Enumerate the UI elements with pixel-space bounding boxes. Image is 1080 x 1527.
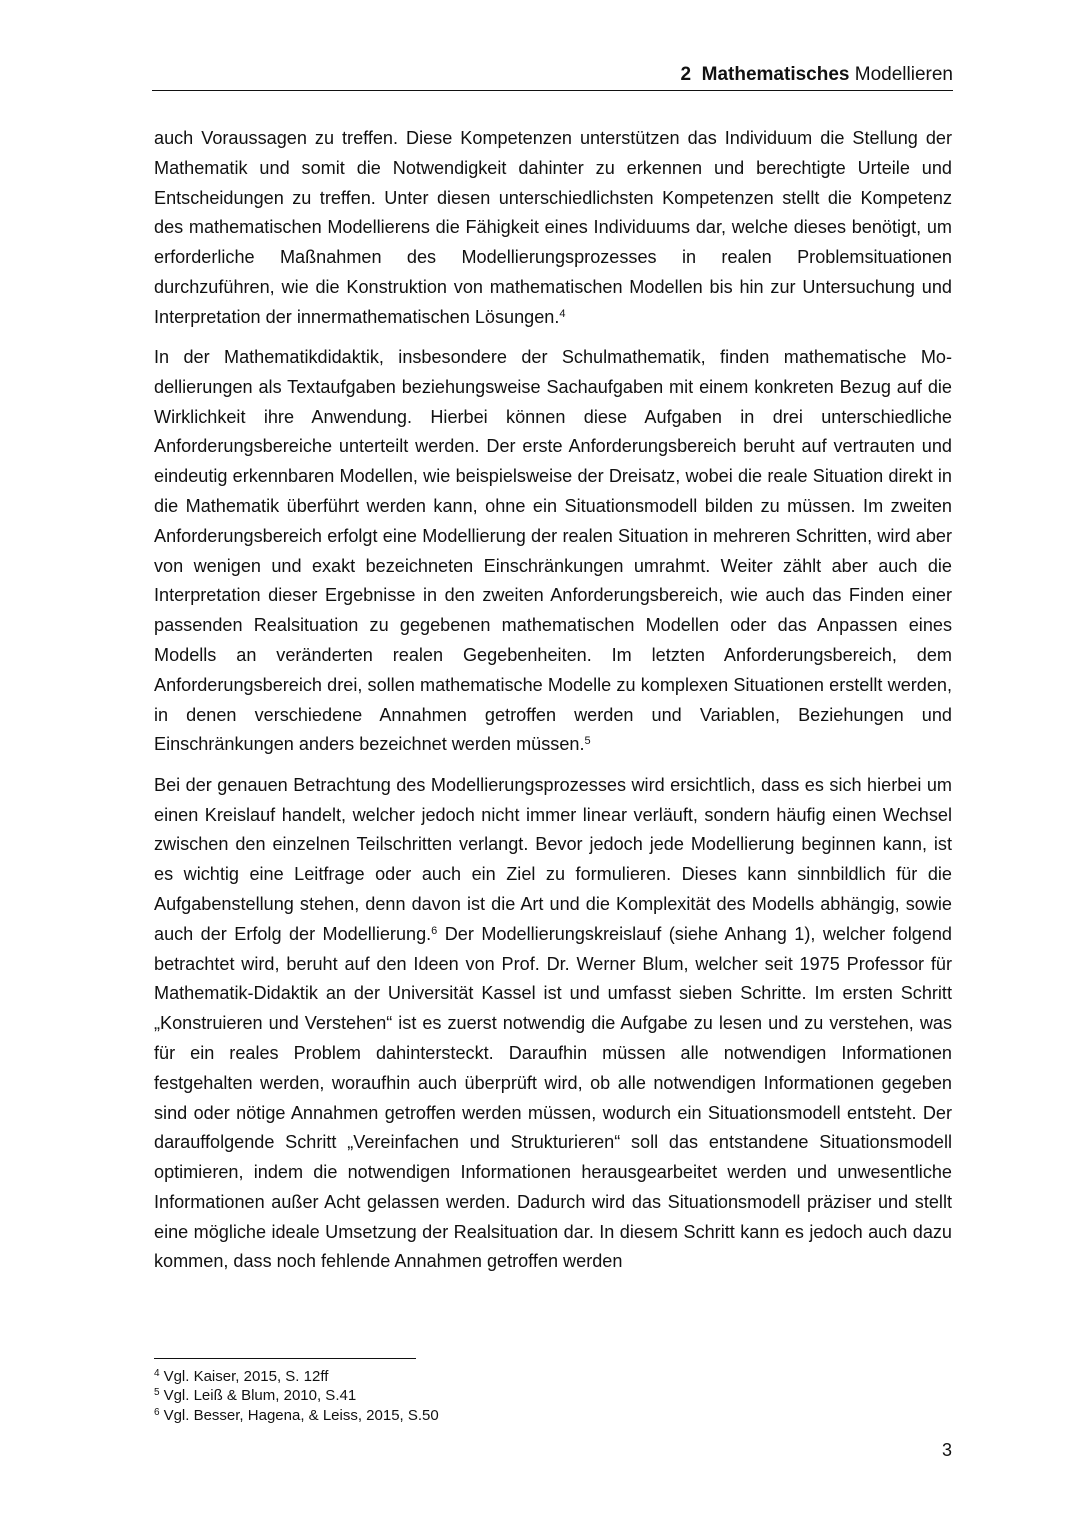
paragraph-2 [154,343,952,760]
footnote-item [154,1406,754,1425]
footnote-text: Vgl. Besser, Hagena, & Leiss, 2015, S.50 [163,1406,439,1424]
footnote-number: 5 [154,1387,160,1399]
chapter-number: 2 [680,64,692,85]
footnote-separator [154,1358,416,1359]
footnote-ref-4: 4 [559,307,566,320]
running-header [152,62,953,91]
footnote-number: 4 [154,1368,160,1379]
paragraph-1 [154,124,952,333]
footnote-text: Vgl. Leiß & Blum, 2010, S.41 [163,1387,357,1405]
paragraph-3-text-a: Bei der genauen Betrachtung des Modellierungsprozesses wird ersichtlich, dass es sich hierbei um einen Kreislauf handelt, welcher jedoch nicht immer linear verläuft, sondern häufig einen Wechsel zwischen den einzelnen Teilschritten verlangt. Bevor jedoch jede Modellierung beginnen kann, ist es wichtig eine Leitfrage oder auch ein Ziel zu formulieren. Dieses kann sinnbildlich für die Aufgabenstellung stehen, denn davon ist die Art und die Komplexität des Modells abhängig, sowie auch der Erfolg der Modellierung. [154,774,952,944]
paragraph-1-text: auch Voraussagen zu treffen. Diese Kompetenzen unterstützen das Individuum die Stellung der Mathematik und somit die Notwendigkeit dahinter zu erkennen und berechtigte Urteile und Entscheidungen zu treffen. Unter diesen unterschiedlichsten Kompetenzen stellt die Kompetenz des mathematischen Modellierens die Fähigkeit eines Individuums dar, welche dieses benötigt, um erforderliche Maßnahmen des Modellierungsprozesses in realen Problemsituationen durchzuführen, wie die Konstruktion von mathematischen Modellen bis hin zur Untersuchung und Interpretation der innermathematischen Lösungen. [154,128,952,327]
footnote-ref-6: 6 [431,924,438,937]
footnote-number: 6 [154,1406,160,1418]
paragraph-2-text: In der Mathematikdidaktik, insbesondere der Schulmathematik, finden mathematische Modellierungen als Textaufgaben beziehungsweise Sachaufgaben mit einem konkreten Bezug auf die Wirklichkeit ihre Anwendung. Hierbei können diese Aufgaben in drei unterschiedliche Anforderungsbereiche unterteilt werden. Der erste Anforderungsbereich beruht auf vertrauten und eindeutig erkennbaren Modellen, wie beispielsweise der Dreisatz, wobei die reale Situation direkt in die Mathematik überführt werden kann, ohne ein Situationsmodell bilden zu müssen. Im zweiten Anforderungsbereich erfolgt eine Modellierung der realen Situation in mehreren Schritten, wird aber von wenigen und exakt bezeichneten Einschränkungen umrahmt. Weiter zählt aber auch die Interpretation dieser Ergebnisse in den zweiten Anforderungsbereich, wie auch das Finden einer passenden Realsituation zu gegebenen mathematischen Modellen oder das Anpassen eines Modells an veränderten realen Gegebenheiten. Im letzten Anforderungsbereich, dem Anforderungsbereich drei, sollen mathematische Modelle zu komplexen Situationen erstellt werden, in denen verschiedene Annahmen getroffen werden und Variablen, Beziehungen und Einschränkungen anders bezeichnet werden müssen. [154,347,952,755]
body-text [154,124,952,1288]
footnote-item [154,1386,754,1405]
footnote-ref-5: 5 [584,735,591,748]
footnotes [154,1367,754,1425]
chapter-title-bold: Mathematisches [701,64,850,85]
paragraph-3 [154,771,952,1278]
footnote-item [154,1367,754,1386]
chapter-title-rest: Modellieren [854,64,953,85]
paragraph-3-text-b: Der Modellierungskreislauf (siehe Anhang 1), welcher folgend betrachtet wird, beruht auf den Ideen von Prof. Dr. Werner Blum, welcher seit 1975 Professor für Mathematik-Didaktik an der Universität Kassel ist und umfasst sieben Schritte. Im ersten Schritt „Konstruieren und Verstehen“ ist es zuerst notwendig die Aufgabe zu lesen und zu verstehen, was für ein reales Problem dahintersteckt. Daraufhin müssen alle notwendigen Informationen festgehalten werden, woraufhin auch überprüft wird, ob alle notwendigen Informationen gegeben sind oder nötige Annahmen getroffen werden müssen, wodurch ein Situationsmodell entsteht. Der darauffolgende Schritt „Vereinfachen und Strukturieren“ soll das entstandene Situationsmodell optimieren, indem die notwendigen Informationen herausgearbeitet werden und unwesentliche Informationen außer Acht gelassen werden. Dadurch wird das Situationsmodell präziser und stellt eine mögliche ideale Umsetzung der Realsituation dar. In diesem Schritt kann es jedoch auch dazu kommen, dass noch fehlende Annahmen getroffen werden [154,923,952,1272]
page-number: 3 [941,1440,952,1460]
footnote-text: Vgl. Kaiser, 2015, S. 12ff [163,1368,329,1385]
